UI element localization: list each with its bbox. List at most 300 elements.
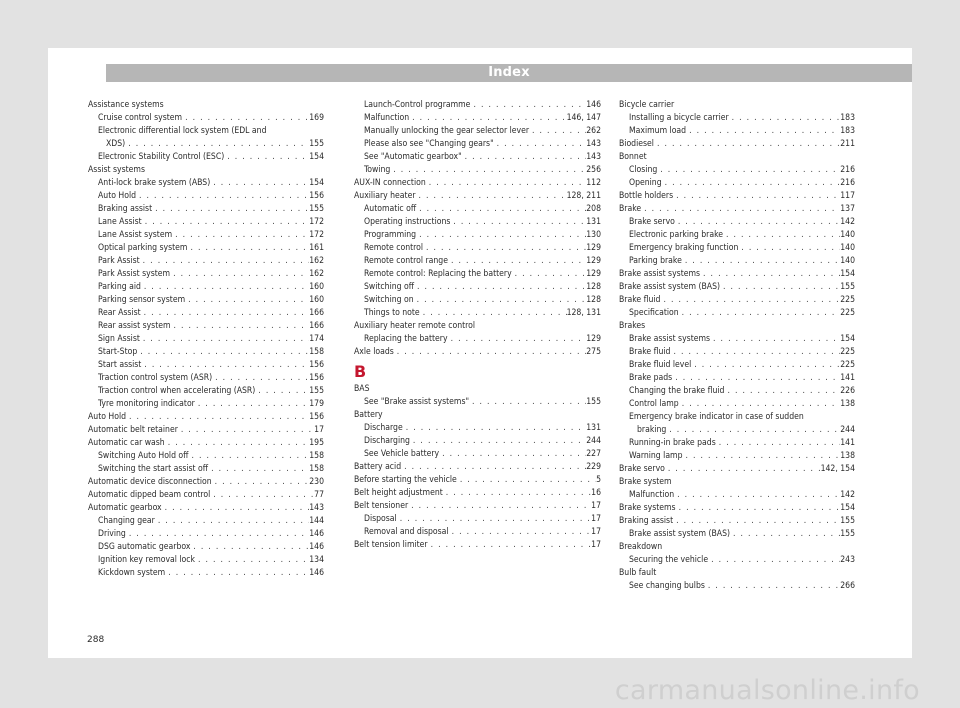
index-entry	[619, 333, 855, 346]
dot-leader	[660, 294, 840, 307]
entry-page-ref: 128, 211	[566, 191, 601, 201]
entry-label: Changing the brake fluid	[629, 386, 725, 396]
dot-leader	[397, 513, 591, 526]
index-entry	[619, 580, 855, 593]
entry-label: Belt tensioner	[354, 501, 409, 511]
entry-label: Sign Assist	[98, 334, 140, 344]
index-entry	[88, 424, 324, 437]
index-entry	[354, 164, 601, 177]
entry-label: Electronic differential lock system (EDL and	[98, 126, 267, 136]
dot-leader	[140, 255, 310, 268]
entry-label: braking	[637, 425, 667, 435]
entry-label: Launch-Control programme	[364, 100, 471, 110]
dot-leader	[171, 320, 310, 333]
entry-label: Brake servo	[629, 217, 675, 227]
index-entry	[619, 476, 855, 489]
index-entry	[354, 203, 601, 216]
dot-leader	[141, 281, 309, 294]
entry-page-ref: 77	[314, 490, 324, 500]
dot-leader	[210, 177, 309, 190]
entry-page-ref: 275	[586, 347, 601, 357]
index-entry	[619, 151, 855, 164]
entry-page-ref: 244	[586, 436, 601, 446]
index-entry	[88, 229, 324, 242]
entry-label: Specification	[629, 308, 679, 318]
index-entry	[354, 346, 601, 359]
entry-label: Automatic gearbox	[88, 503, 162, 513]
dot-leader	[720, 281, 840, 294]
entry-page-ref: 140	[840, 256, 855, 266]
entry-label: AUX-IN connection	[354, 178, 426, 188]
entry-label: Brake system	[619, 477, 672, 487]
index-entry	[619, 502, 855, 515]
index-entry	[88, 554, 324, 567]
index-entry	[88, 398, 324, 411]
entry-page-ref: 138	[840, 399, 855, 409]
entry-label: Assistance systems	[88, 100, 164, 110]
entry-label: Rear Assist	[98, 308, 141, 318]
entry-label: Brake pads	[629, 373, 673, 383]
dot-leader	[469, 396, 586, 409]
index-entry	[88, 216, 324, 229]
entry-page-ref: 243	[840, 555, 855, 565]
entry-page-ref: 216	[840, 178, 855, 188]
entry-page-ref: 208	[586, 204, 601, 214]
entry-page-ref: 137	[840, 204, 855, 214]
entry-page-ref: 155	[309, 386, 324, 396]
entry-label: Malfunction	[364, 113, 410, 123]
dot-leader	[673, 515, 840, 528]
index-entry	[88, 177, 324, 190]
dot-leader	[255, 385, 309, 398]
entry-label: Braking assist	[98, 204, 153, 214]
entry-label: Axle loads	[354, 347, 394, 357]
entry-page-ref: 17	[591, 540, 601, 550]
index-entry	[619, 229, 855, 242]
dot-leader	[457, 474, 596, 487]
index-entry	[354, 99, 601, 112]
entry-label: Breakdown	[619, 542, 663, 552]
entry-label: Brake fluid	[629, 347, 671, 357]
entry-label: Braking assist	[619, 516, 674, 526]
entry-label: Park Assist system	[98, 269, 171, 279]
section-letter: B	[354, 362, 367, 381]
dot-leader	[529, 125, 586, 138]
index-entry	[619, 541, 855, 554]
dot-leader	[140, 333, 309, 346]
dot-leader	[512, 268, 587, 281]
index-entry	[619, 385, 855, 398]
entry-page-ref: 129	[586, 243, 601, 253]
index-entry	[88, 411, 324, 424]
index-entry	[619, 437, 855, 450]
entry-label: Securing the vehicle	[629, 555, 709, 565]
entry-page-ref: 141	[840, 373, 855, 383]
entry-label: DSG automatic gearbox	[98, 542, 191, 552]
entry-page-ref: 266	[840, 581, 855, 591]
dot-leader	[426, 177, 587, 190]
index-entry	[619, 346, 855, 359]
index-page	[48, 48, 912, 658]
index-entry	[354, 177, 601, 190]
dot-leader	[679, 307, 841, 320]
entry-page-ref: 17	[314, 425, 324, 435]
entry-label: Warning lamp	[629, 451, 683, 461]
index-entry	[354, 307, 601, 320]
index-entry	[354, 422, 601, 435]
entry-page-ref: 227	[586, 449, 601, 459]
entry-page-ref: 5	[596, 475, 601, 485]
entry-page-ref: 179	[309, 399, 324, 409]
entry-page-ref: 142, 154	[820, 464, 855, 474]
entry-label: Discharging	[364, 436, 410, 446]
index-entry	[88, 281, 324, 294]
entry-label: Driving	[98, 529, 126, 539]
entry-label: See Vehicle battery	[364, 449, 440, 459]
entry-page-ref: 17	[591, 514, 601, 524]
dot-leader	[208, 463, 309, 476]
entry-page-ref: 156	[309, 360, 324, 370]
dot-leader	[700, 268, 840, 281]
index-entry	[88, 99, 324, 112]
dot-leader	[676, 502, 841, 515]
entry-label: Auxiliary heater remote control	[354, 321, 475, 331]
entry-page-ref: 172	[309, 217, 324, 227]
entry-label: Belt height adjustment	[354, 488, 443, 498]
dot-leader	[409, 112, 566, 125]
entry-label: Brake	[619, 204, 642, 214]
dot-leader	[141, 359, 309, 372]
entry-page-ref: 172	[309, 230, 324, 240]
index-entry	[619, 255, 855, 268]
entry-page-ref: 138	[840, 451, 855, 461]
entry-page-ref: 155	[840, 516, 855, 526]
dot-leader	[448, 255, 586, 268]
index-entry	[619, 216, 855, 229]
dot-leader	[414, 281, 586, 294]
entry-label: Bonnet	[619, 152, 647, 162]
entry-label: Automatic dipped beam control	[88, 490, 211, 500]
index-entry	[354, 216, 601, 229]
index-entry	[619, 307, 855, 320]
entry-page-ref: 156	[309, 191, 324, 201]
entry-page-ref: 225	[840, 308, 855, 318]
entry-label: Auto Hold	[88, 412, 127, 422]
entry-label: Closing	[629, 165, 658, 175]
entry-page-ref: 112	[586, 178, 601, 188]
entry-page-ref: 156	[309, 412, 324, 422]
index-entry	[88, 515, 324, 528]
dot-leader	[708, 554, 840, 567]
index-entry	[88, 567, 324, 580]
dot-leader	[390, 164, 586, 177]
entry-label: Emergency braking function	[629, 243, 739, 253]
entry-label: Manually unlocking the gear selector lever	[364, 126, 530, 136]
dot-leader	[416, 229, 586, 242]
dot-leader	[705, 580, 840, 593]
entry-label: See "Automatic gearbox"	[364, 152, 462, 162]
dot-leader	[401, 461, 586, 474]
dot-leader	[136, 190, 309, 203]
dot-leader	[723, 229, 840, 242]
entry-label: Control lamp	[629, 399, 679, 409]
index-entry	[354, 448, 601, 461]
entry-label: Brake fluid level	[629, 360, 692, 370]
index-entry	[88, 242, 324, 255]
entry-label: Remote control: Replacing the battery	[364, 269, 512, 279]
entry-label: Brake servo	[619, 464, 665, 474]
entry-label: Parking brake	[629, 256, 682, 266]
dot-leader	[394, 346, 586, 359]
entry-label: Removal and disposal	[364, 527, 449, 537]
entry-page-ref: 160	[309, 295, 324, 305]
index-entry	[88, 320, 324, 333]
entry-page-ref: 225	[840, 360, 855, 370]
entry-label: Switching off	[364, 282, 415, 292]
dot-leader	[190, 541, 309, 554]
entry-label: Auxiliary heater	[354, 191, 416, 201]
index-entry	[354, 229, 601, 242]
index-entry	[88, 528, 324, 541]
index-entry	[88, 203, 324, 216]
entry-page-ref: 155	[586, 397, 601, 407]
entry-label: Changing gear	[98, 516, 155, 526]
entry-page-ref: 146	[309, 529, 324, 539]
entry-page-ref: 129	[586, 334, 601, 344]
dot-leader	[641, 203, 840, 216]
dot-leader	[178, 424, 314, 437]
index-entry	[619, 177, 855, 190]
entry-label: Assist systems	[88, 165, 145, 175]
entry-label: Brake assist system (BAS)	[629, 529, 730, 539]
entry-page-ref: 146, 147	[566, 113, 601, 123]
entry-label: Switching the start assist off	[98, 464, 209, 474]
entry-page-ref: 128	[586, 295, 601, 305]
entry-label: Electronic Stability Control (ESC)	[98, 152, 225, 162]
entry-page-ref: 146	[309, 568, 324, 578]
index-entry	[354, 268, 601, 281]
index-entry	[619, 398, 855, 411]
index-entry	[88, 437, 324, 450]
entry-label: Automatic belt retainer	[88, 425, 178, 435]
entry-page-ref: 155	[840, 529, 855, 539]
index-entry	[619, 203, 855, 216]
dot-leader	[662, 177, 841, 190]
entry-page-ref: 161	[309, 243, 324, 253]
dot-leader	[682, 255, 840, 268]
index-entry	[88, 333, 324, 346]
index-entry	[619, 294, 855, 307]
entry-page-ref: 225	[840, 347, 855, 357]
index-entry	[354, 242, 601, 255]
entry-label: Battery	[354, 410, 383, 420]
dot-leader	[675, 216, 840, 229]
entry-label: Brake assist systems	[629, 334, 711, 344]
index-entry	[619, 411, 855, 424]
entry-label: Biodiesel	[619, 139, 654, 149]
dot-leader	[210, 489, 314, 502]
page-number: 288	[87, 635, 105, 645]
entry-page-ref: 143	[586, 139, 601, 149]
index-entry	[354, 526, 601, 539]
index-entry	[88, 125, 324, 138]
entry-page-ref: 146	[586, 100, 601, 110]
entry-label: Discharge	[364, 423, 403, 433]
entry-label: Bicycle carrier	[619, 100, 675, 110]
dot-leader	[666, 424, 840, 437]
entry-page-ref: 128, 131	[566, 308, 601, 318]
dot-leader	[152, 203, 309, 216]
index-entry	[88, 151, 324, 164]
entry-label: Before starting the vehicle	[354, 475, 457, 485]
entry-label: Operating instructions	[364, 217, 451, 227]
entry-label: Parking sensor system	[98, 295, 186, 305]
entry-label: Emergency brake indicator in case of sudden	[629, 412, 804, 422]
entry-page-ref: 174	[309, 334, 324, 344]
entry-label: Bottle holders	[619, 191, 674, 201]
entry-page-ref: 128	[586, 282, 601, 292]
dot-leader	[448, 333, 587, 346]
dot-leader	[155, 515, 309, 528]
entry-page-ref: 16	[591, 488, 601, 498]
entry-page-ref: 160	[309, 282, 324, 292]
index-entry	[619, 359, 855, 372]
entry-label: See changing bulbs	[629, 581, 705, 591]
entry-page-ref: 143	[309, 503, 324, 513]
dot-leader	[182, 112, 309, 125]
dot-leader	[724, 385, 840, 398]
entry-page-ref: 155	[309, 204, 324, 214]
dot-leader	[126, 528, 309, 541]
entry-label: Lane Assist system	[98, 230, 173, 240]
index-entry	[88, 307, 324, 320]
index-entry	[619, 125, 855, 138]
entry-label: Belt tension limiter	[354, 540, 428, 550]
entry-page-ref: 146	[309, 542, 324, 552]
entry-label: Remote control range	[364, 256, 448, 266]
dot-leader	[187, 242, 309, 255]
entry-page-ref: 117	[840, 191, 855, 201]
index-entry	[88, 489, 324, 502]
dot-leader	[462, 151, 587, 164]
index-entry	[354, 333, 601, 346]
index-entry	[619, 242, 855, 255]
entry-label: Brake assist system (BAS)	[619, 282, 720, 292]
entry-page-ref: 129	[586, 269, 601, 279]
index-entry	[354, 539, 601, 552]
entry-page-ref: 154	[309, 152, 324, 162]
entry-page-ref: 216	[840, 165, 855, 175]
dot-leader	[672, 372, 840, 385]
entry-label: Replacing the battery	[364, 334, 448, 344]
entry-page-ref: 155	[309, 139, 324, 149]
dot-leader	[710, 333, 840, 346]
dot-leader	[470, 99, 586, 112]
dot-leader	[142, 216, 310, 229]
entry-label: Electronic parking brake	[629, 230, 724, 240]
index-column-3	[619, 99, 855, 593]
dot-leader	[665, 463, 821, 476]
entry-page-ref: 162	[309, 256, 324, 266]
entry-label: Disposal	[364, 514, 397, 524]
index-entry	[619, 112, 855, 125]
entry-page-ref: 225	[840, 295, 855, 305]
dot-leader	[125, 138, 309, 151]
entry-label: Programming	[364, 230, 417, 240]
dot-leader	[172, 229, 309, 242]
entry-label: Brakes	[619, 321, 646, 331]
dot-leader	[165, 437, 310, 450]
index-entry	[619, 268, 855, 281]
index-entry	[619, 281, 855, 294]
dot-leader	[686, 125, 840, 138]
entry-label: Auto Hold	[98, 191, 137, 201]
entry-page-ref: 142	[840, 217, 855, 227]
dot-leader	[410, 435, 586, 448]
index-entry	[354, 461, 601, 474]
entry-page-ref: 154	[840, 503, 855, 513]
dot-leader	[716, 437, 841, 450]
index-entry	[619, 450, 855, 463]
entry-page-ref: 195	[309, 438, 324, 448]
entry-label: Kickdown system	[98, 568, 166, 578]
index-column-2	[354, 99, 601, 552]
entry-label: XDS)	[106, 139, 126, 149]
entry-page-ref: 169	[309, 113, 324, 123]
dot-leader	[450, 216, 586, 229]
index-entry	[88, 372, 324, 385]
dot-leader	[679, 398, 841, 411]
dot-leader	[654, 138, 840, 151]
entry-label: Installing a bicycle carrier	[629, 113, 729, 123]
entry-label: Towing	[364, 165, 391, 175]
index-entry	[354, 474, 601, 487]
entry-label: Tyre monitoring indicator	[98, 399, 195, 409]
dot-leader	[657, 164, 840, 177]
index-entry	[354, 487, 601, 500]
entry-page-ref: 154	[840, 269, 855, 279]
index-entry	[354, 125, 601, 138]
entry-page-ref: 140	[840, 230, 855, 240]
dot-leader	[420, 307, 567, 320]
entry-page-ref: 131	[586, 423, 601, 433]
entry-page-ref: 141	[840, 438, 855, 448]
index-entry	[88, 138, 324, 151]
index-entry	[354, 294, 601, 307]
entry-page-ref: 256	[586, 165, 601, 175]
index-entry	[88, 164, 324, 177]
dot-leader	[738, 242, 840, 255]
dot-leader	[141, 307, 310, 320]
entry-label: Malfunction	[629, 490, 675, 500]
entry-page-ref: 244	[840, 425, 855, 435]
dot-leader	[195, 398, 309, 411]
entry-label: Optical parking system	[98, 243, 188, 253]
dot-leader	[416, 190, 567, 203]
entry-page-ref: 154	[309, 178, 324, 188]
entry-page-ref: 211	[840, 139, 855, 149]
dot-leader	[423, 242, 586, 255]
entry-page-ref: 166	[309, 308, 324, 318]
entry-page-ref: 131	[586, 217, 601, 227]
dot-leader	[494, 138, 587, 151]
dot-leader	[730, 528, 840, 541]
entry-label: Start assist	[98, 360, 142, 370]
dot-leader	[414, 294, 587, 307]
index-entry	[88, 463, 324, 476]
entry-label: Please also see "Changing gears"	[364, 139, 494, 149]
entry-label: BAS	[354, 384, 370, 394]
